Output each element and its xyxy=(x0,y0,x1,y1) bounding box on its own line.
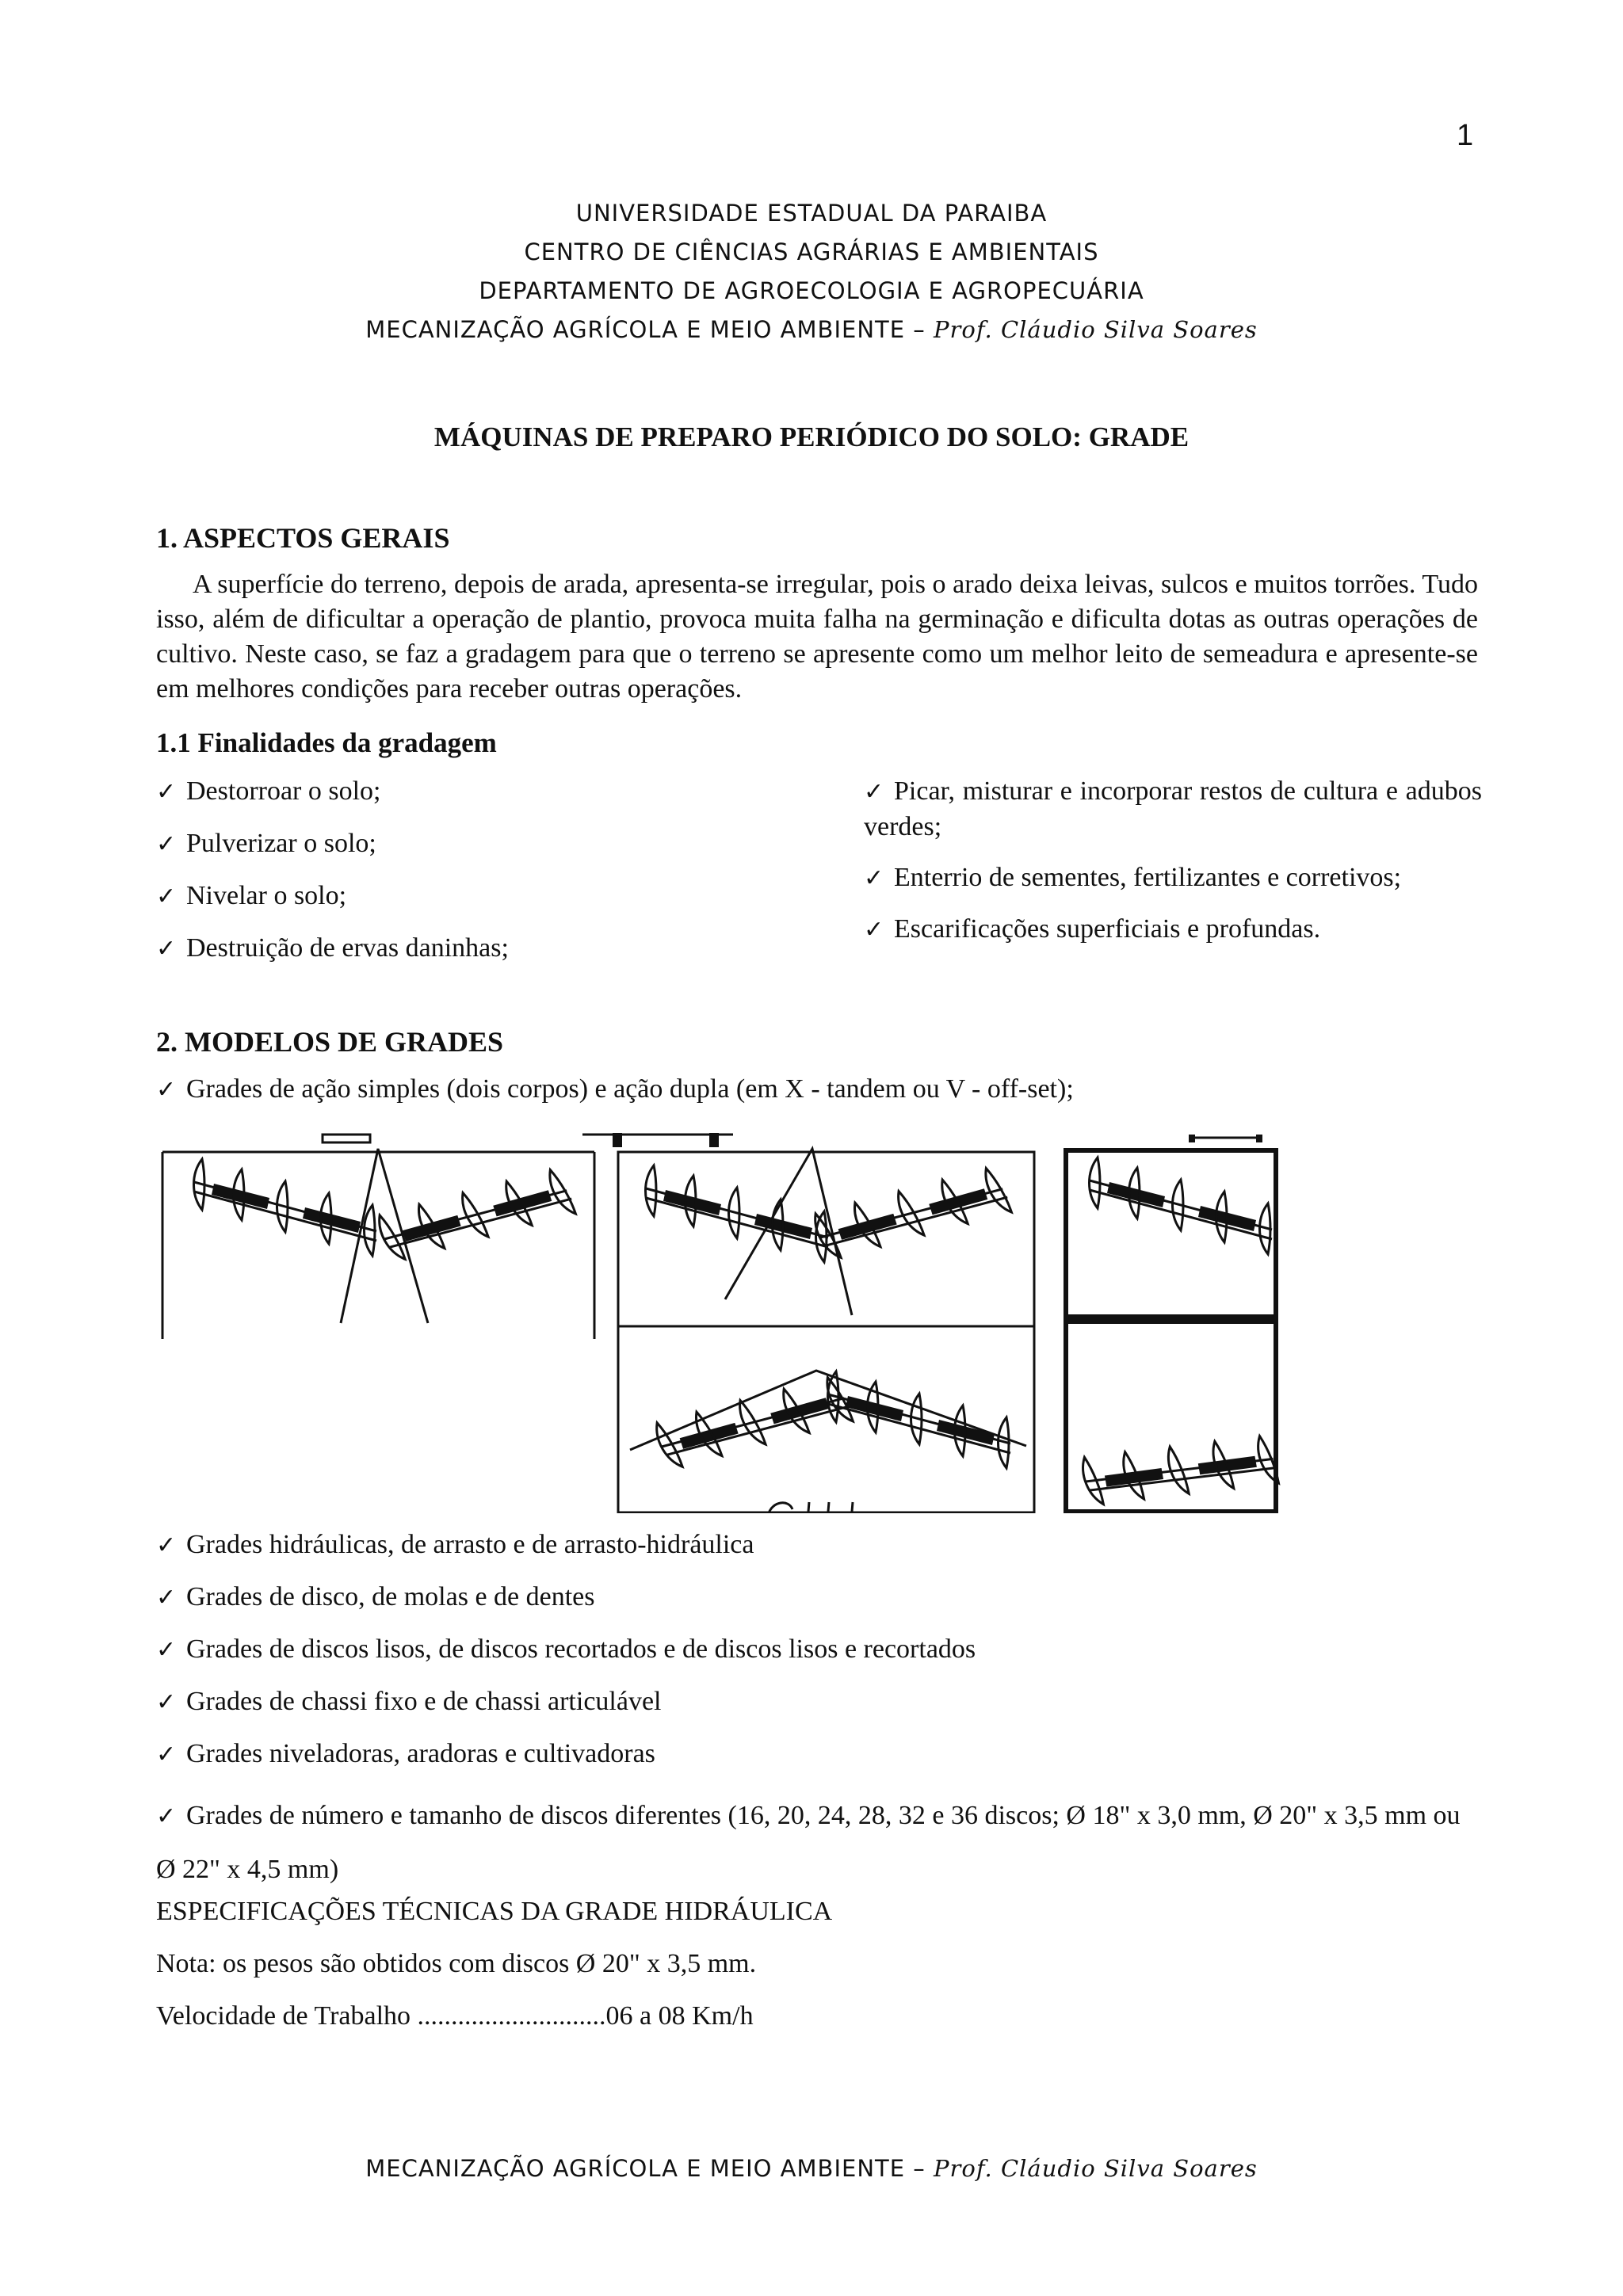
institution-header xyxy=(0,194,1623,349)
finalidades-list-right xyxy=(864,774,1482,963)
offset-harrow-diagram xyxy=(1066,1135,1282,1513)
professor-name: Prof. Cláudio Silva Soares xyxy=(933,316,1258,343)
modelos-list xyxy=(156,1527,1478,1913)
footer-professor: Prof. Cláudio Silva Soares xyxy=(933,2155,1258,2182)
checkmark-icon: ✓ xyxy=(156,1076,177,1104)
checkmark-icon: ✓ xyxy=(864,916,884,944)
list-item: ✓ Grades hidráulicas, de arrasto e de arrasto-hidráulica xyxy=(156,1527,1478,1563)
checkmark-icon: ✓ xyxy=(156,1584,177,1611)
checkmark-icon: ✓ xyxy=(156,778,177,806)
checkmark-icon: ✓ xyxy=(156,935,177,963)
section-2-heading: 2. MODELOS DE GRADES xyxy=(156,1026,504,1058)
list-item: ✓ Enterrio de sementes, fertilizantes e corretivos; xyxy=(864,860,1482,896)
section-1-text: A superfície do terreno, depois de arada, apresenta-se irregular, pois o arado deixa leivas, sulcos e muitos torrões. Tudo isso, além de dificultar a operação de plantio, provoca muita falha na germinação e dificulta dotas as outras operações de cultivo. Neste caso, se faz a gradagem para que o terreno se apresente como um melhor leito de semeadura e apresente-se em melhores condições para receber outras operações. xyxy=(156,570,1478,704)
single-action-harrow-diagram xyxy=(162,1133,594,1339)
checkmark-icon: ✓ xyxy=(156,830,177,858)
checkmark-icon: ✓ xyxy=(156,1741,177,1768)
department-name: DEPARTAMENTO DE AGROECOLOGIA E AGROPECUÁRIA xyxy=(479,277,1144,304)
list-item: ✓ Destruição de ervas daninhas; xyxy=(156,931,838,967)
course-name: MECANIZAÇÃO AGRÍCOLA E MEIO AMBIENTE – xyxy=(365,316,934,343)
page-footer xyxy=(0,2155,1623,2182)
document-title: MÁQUINAS DE PREPARO PERIÓDICO DO SOLO: GRADE xyxy=(433,421,1190,452)
checkmark-icon: ✓ xyxy=(156,1688,177,1716)
list-item: ✓ Destorroar o solo; xyxy=(156,774,838,810)
checkmark-icon: ✓ xyxy=(864,864,884,892)
list-item: ✓ Pulverizar o solo; xyxy=(156,826,838,862)
list-item: ✓ Grades de chassi fixo e de chassi articulável xyxy=(156,1684,1478,1720)
spec-note: Nota: os pesos são obtidos com discos Ø 20" x 3,5 mm. xyxy=(156,1949,757,1978)
subsection-1-1-heading: 1.1 Finalidades da gradagem xyxy=(156,727,497,758)
checkmark-icon: ✓ xyxy=(864,778,884,806)
checkmark-icon: ✓ xyxy=(156,1531,177,1559)
harrow-models-figure xyxy=(155,1133,1288,1513)
checkmark-icon: ✓ xyxy=(156,1802,177,1830)
list-item: ✓ Grades de disco, de molas e de dentes xyxy=(156,1580,1478,1615)
list-item: ✓ Nivelar o solo; xyxy=(156,879,838,914)
modelos-intro-list xyxy=(156,1072,1487,1108)
work-speed: Velocidade de Trabalho ............................06 a 08 Km/h xyxy=(156,2001,754,2031)
center-name: CENTRO DE CIÊNCIAS AGRÁRIAS E AMBIENTAIS xyxy=(524,238,1099,265)
page-number: 1 xyxy=(1457,119,1474,152)
tandem-harrow-diagram xyxy=(582,1133,1034,1513)
list-item: ✓ Grades de número e tamanho de discos diferentes (16, 20, 24, 28, 32 e 36 discos; Ø 18" x 3,0 mm, Ø 20" x 3,5 mm ou Ø 22" x 4,5 mm) xyxy=(156,1789,1478,1896)
spec-title: ESPECIFICAÇÕES TÉCNICAS DA GRADE HIDRÁULICA xyxy=(156,1897,833,1926)
checkmark-icon: ✓ xyxy=(156,883,177,910)
footer-course: MECANIZAÇÃO AGRÍCOLA E MEIO AMBIENTE – xyxy=(365,2155,934,2182)
checkmark-icon: ✓ xyxy=(156,1636,177,1664)
course-line xyxy=(0,311,1623,349)
list-item: ✓ Escarificações superficiais e profundas. xyxy=(864,912,1482,948)
list-item: ✓ Grades de discos lisos, de discos recortados e de discos lisos e recortados xyxy=(156,1632,1478,1668)
list-item: ✓ Grades niveladoras, aradoras e cultivadoras xyxy=(156,1737,1478,1772)
section-1-paragraph xyxy=(156,567,1478,707)
list-item: ✓ Grades de ação simples (dois corpos) e ação dupla (em X - tandem ou V - off-set); xyxy=(156,1072,1487,1108)
university-name: UNIVERSIDADE ESTADUAL DA PARAIBA xyxy=(575,200,1048,227)
finalidades-list-left xyxy=(156,774,838,983)
list-item: ✓ Picar, misturar e incorporar restos de cultura e adubos verdes; xyxy=(864,776,1482,841)
section-1-heading: 1. ASPECTOS GERAIS xyxy=(156,522,450,554)
